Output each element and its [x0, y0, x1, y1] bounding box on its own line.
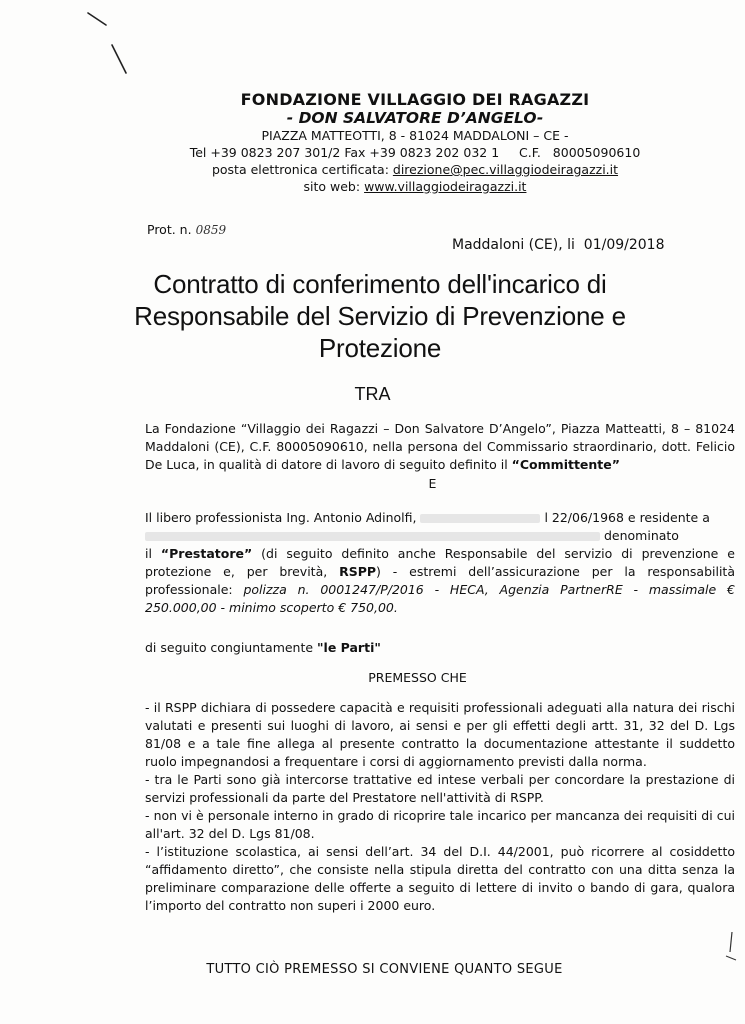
protocol-handwritten-number: 0859	[195, 223, 227, 237]
prestatore-role: (di seguito definito anche Responsabile del servizio di prevenzione e protezione e, per brevità,	[145, 546, 736, 579]
denominato-word: denominato	[603, 528, 679, 543]
pec-link[interactable]: direzione@pec.villaggiodeiragazzi.it	[392, 162, 619, 177]
foundation-subtitle: - DON SALVATORE D’ANGELO-	[286, 109, 544, 127]
protocol-number	[147, 222, 226, 237]
prestatore-label: “Prestatore”	[160, 546, 253, 561]
premise-item: - il RSPP dichiara di possedere capacità e requisiti professionali adeguati alla natura dei rischi valutati e presenti sui luoghi di lavoro, ai sensi e per gli effetti degli artt. 31, 32 del D. Lgs 81/08 e a tale fine allega al presente contratto la documentazione attestante il suddetto ruolo impegnandosi a frequentare i corsi di aggiornamento previsti dalla norma.	[145, 700, 735, 769]
party-committente	[145, 420, 735, 474]
insurance-intro: ) - estremi dell’assicurazione per la responsabilità professionale:	[145, 564, 735, 597]
foundation-name: FONDAZIONE VILLAGGIO DEI RAGAZZI	[240, 90, 590, 109]
foundation-pec	[150, 161, 680, 178]
title-line-3: Protezione	[318, 333, 442, 363]
parties-joint	[145, 639, 735, 657]
web-label: sito web:	[303, 179, 365, 194]
tra-heading: TRA	[354, 384, 391, 404]
letterhead	[150, 90, 680, 195]
title-line-2: Responsabile del Servizio di Prevenzione e	[134, 301, 626, 331]
pen-stroke-marks	[80, 5, 140, 80]
insurance-policy: polizza n. 0001247/P/2016 - HECA, Agenzia PartnerRE - massimale € 250.000,00 - minimo scoperto € 750,00.	[145, 582, 735, 615]
e-separator: E	[428, 476, 437, 491]
committente-label: “Committente”	[511, 457, 620, 472]
premise-item: - l’istituzione scolastica, ai sensi dell’art. 34 del D.I. 44/2001, può ricorrere al cosiddetto “affidamento diretto”, che consiste nella stipula diretta del contratto con una ditta senza la preliminare comparazione delle offerte a seguito di lettere di invito o bando di gara, qualora l’importo del contratto non superi i 2000 euro.	[145, 844, 735, 913]
committente-text: La Fondazione “Villaggio dei Ragazzi – Don Salvatore D’Angelo”, Piazza Matteatti, 8 – 81024 Maddaloni (CE), C.F. 80005090610, nella persona del Commissario straordinario, dott. Felicio De Luca, in qualità di datore di lavoro di seguito definito il	[145, 421, 735, 472]
redacted-birthplace	[420, 514, 540, 523]
title-line-1: Contratto di conferimento dell'incarico di	[153, 269, 607, 299]
contract-title	[110, 268, 650, 364]
foundation-address: PIAZZA MATTEOTTI, 8 - 81024 MADDALONI – CE -	[261, 128, 569, 143]
prestatore-intro: Il libero professionista Ing. Antonio Adinolfi,	[145, 510, 421, 525]
premises-list	[145, 699, 735, 915]
closing-heading: TUTTO CIÒ PREMESSO SI CONVIENE QUANTO SEGUE	[206, 962, 563, 977]
il-word: il	[145, 546, 161, 561]
pec-label: posta elettronica certificata:	[211, 162, 393, 177]
premesso-heading: PREMESSO CHE	[368, 670, 467, 685]
joint-text: di seguito congiuntamente	[145, 640, 318, 655]
foundation-website	[150, 178, 680, 195]
website-link[interactable]: www.villaggiodeiragazzi.it	[364, 179, 527, 194]
foundation-phone: Tel +39 0823 207 301/2 Fax +39 0823 202 032 1 C.F. 80005090610	[189, 145, 641, 160]
party-prestatore	[145, 509, 735, 617]
joint-label: "le Parti"	[317, 640, 381, 655]
premise-item: - tra le Parti sono già intercorse trattative ed intese verbali per concordare la prestazione di servizi professionali da parte del Prestatore nell'attività di RSPP.	[145, 772, 735, 805]
protocol-label: Prot. n.	[147, 222, 196, 237]
prestatore-birth: l 22/06/1968 e residente a	[544, 510, 710, 525]
margin-pen-mark	[722, 930, 740, 970]
rspp-label: RSPP	[339, 564, 377, 579]
place-date: Maddaloni (CE), li 01/09/2018	[452, 237, 665, 253]
redacted-address	[145, 532, 600, 541]
premise-item: - non vi è personale interno in grado di ricoprire tale incarico per mancanza dei requisiti di cui all'art. 32 del D. Lgs 81/08.	[145, 808, 735, 841]
